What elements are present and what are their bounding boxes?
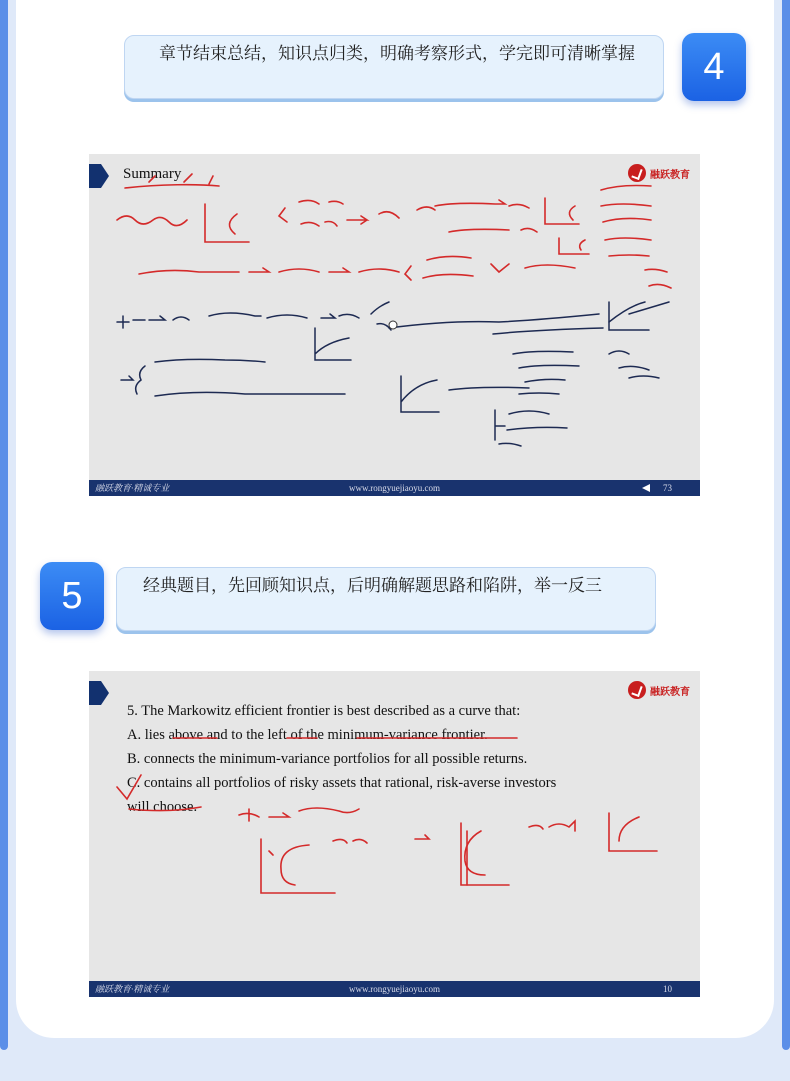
slide-title: Summary — [123, 166, 182, 182]
section-5-badge — [40, 562, 104, 630]
handwritten-notes — [89, 154, 700, 496]
section-4-text: 章节结束总结，知识点归类，明确考察形式，学完即可清晰掌握 — [159, 44, 635, 64]
footer-slogan: 融跃教育·精诚专业 — [95, 984, 170, 994]
slide-footer — [89, 981, 700, 997]
section-4-number: 4 — [703, 45, 725, 88]
question-slide — [89, 671, 700, 997]
footer-arrow-icon — [642, 484, 650, 492]
section-4-badge — [682, 33, 746, 101]
section-5-text: 经典题目，先回顾知识点，后明确解题思路和陷阱，举一反三 — [143, 576, 602, 596]
option-b: B. connects the minimum-variance portfolios for all possible returns. — [127, 751, 528, 767]
slide-page-number: 10 — [663, 984, 672, 994]
footer-slogan: 融跃教育·精诚专业 — [95, 483, 170, 493]
summary-slide — [89, 154, 700, 496]
right-rail — [782, 0, 790, 1050]
section-5-number: 5 — [61, 574, 83, 617]
option-c: C. contains all portfolios of risky assets that rational, risk-averse investors — [127, 775, 557, 791]
brand-name: 融跃教育 — [650, 169, 690, 181]
left-rail — [0, 0, 8, 1050]
option-c-continued: will choose. — [127, 799, 198, 815]
question-stem: 5. The Markowitz efficient frontier is best described as a curve that: — [127, 703, 521, 719]
handwritten-annotations — [89, 671, 700, 997]
section-5-description — [116, 567, 656, 631]
footer-url: www.rongyuejiaoyu.com — [349, 483, 440, 493]
slide-footer — [89, 480, 700, 496]
slide-page-number: 73 — [663, 483, 672, 493]
option-a: A. lies above and to the left of the minimum-variance frontier. — [127, 727, 488, 743]
footer-url: www.rongyuejiaoyu.com — [349, 984, 440, 994]
section-4-description — [124, 35, 664, 99]
brand-name: 融跃教育 — [650, 686, 690, 698]
